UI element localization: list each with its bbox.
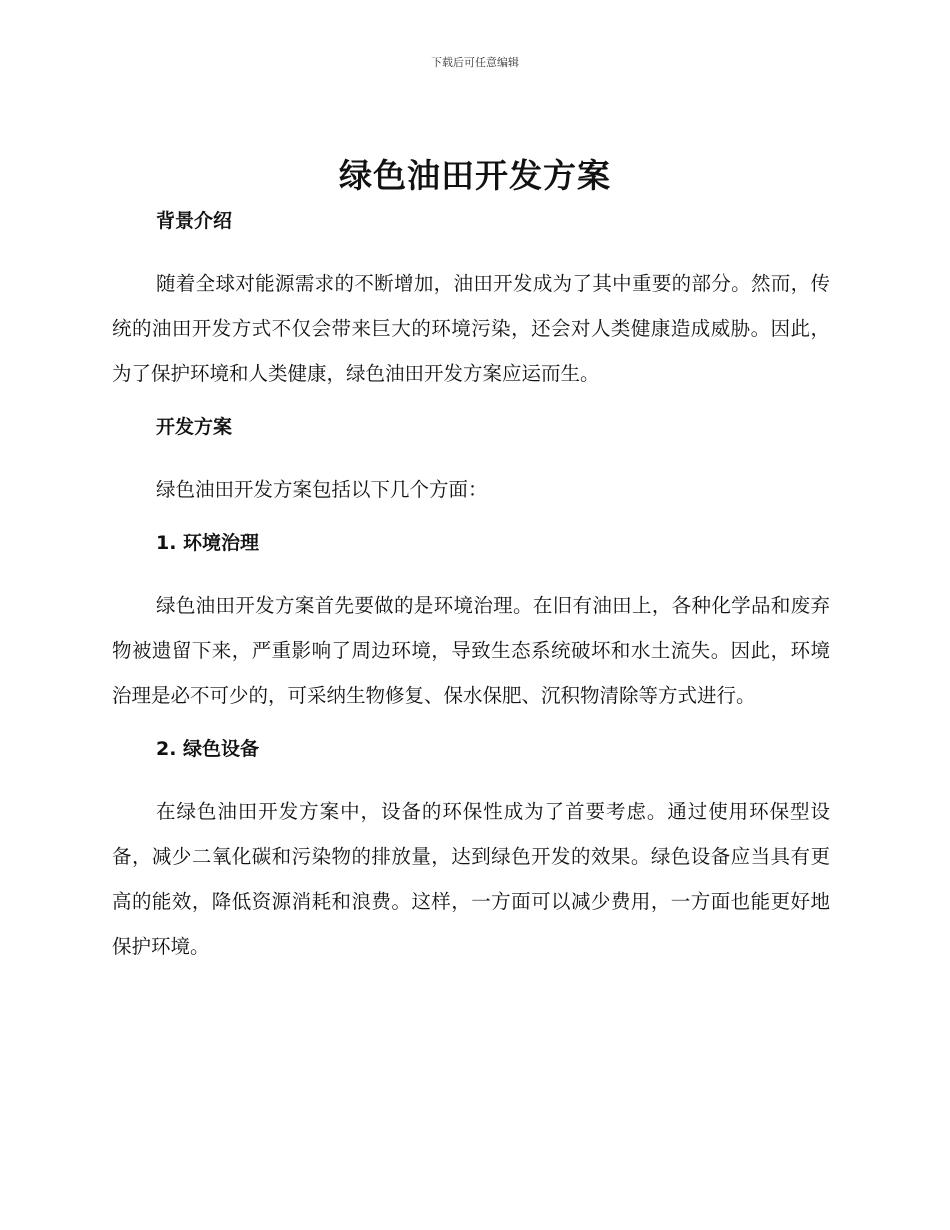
document-body — [112, 203, 830, 969]
section-environment — [112, 525, 830, 718]
section-paragraph: 在绿色油田开发方案中，设备的环保性成为了首要考虑。通过使用环保型设备，减少二氧化碳和污染物的排放量，达到绿色开发的效果。绿色设备应当具有更高的能效，降低资源消耗和浪费。这样，一方面可以减少费用，一方面也能更好地保护环境。 — [112, 800, 830, 958]
section-heading: 2. 绿色设备 — [156, 738, 260, 760]
section-background — [112, 203, 830, 396]
section-equipment — [112, 731, 830, 969]
document-title: 绿色油田开发方案 — [339, 156, 611, 195]
section-paragraph: 随着全球对能源需求的不断增加，油田开发成为了其中重要的部分。然而，传统的油田开发方式不仅会带来巨大的环境污染，还会对人类健康造成威胁。因此，为了保护环境和人类健康，绿色油田开发方案应运而生。 — [112, 272, 830, 385]
section-paragraph: 绿色油田开发方案首先要做的是环境治理。在旧有油田上，各种化学品和废弃物被遗留下来，严重影响了周边环境，导致生态系统破坏和水土流失。因此，环境治理是必不可少的，可采纳生物修复、保水保肥、沉积物清除等方式进行。 — [112, 594, 830, 707]
section-plan — [112, 409, 830, 512]
section-heading: 1. 环境治理 — [156, 532, 260, 554]
section-paragraph: 绿色油田开发方案包括以下几个方面： — [156, 478, 488, 501]
header-note: 下载后可任意编辑 — [431, 56, 519, 69]
section-heading: 背景介绍 — [156, 210, 233, 232]
section-heading: 开发方案 — [156, 416, 233, 438]
